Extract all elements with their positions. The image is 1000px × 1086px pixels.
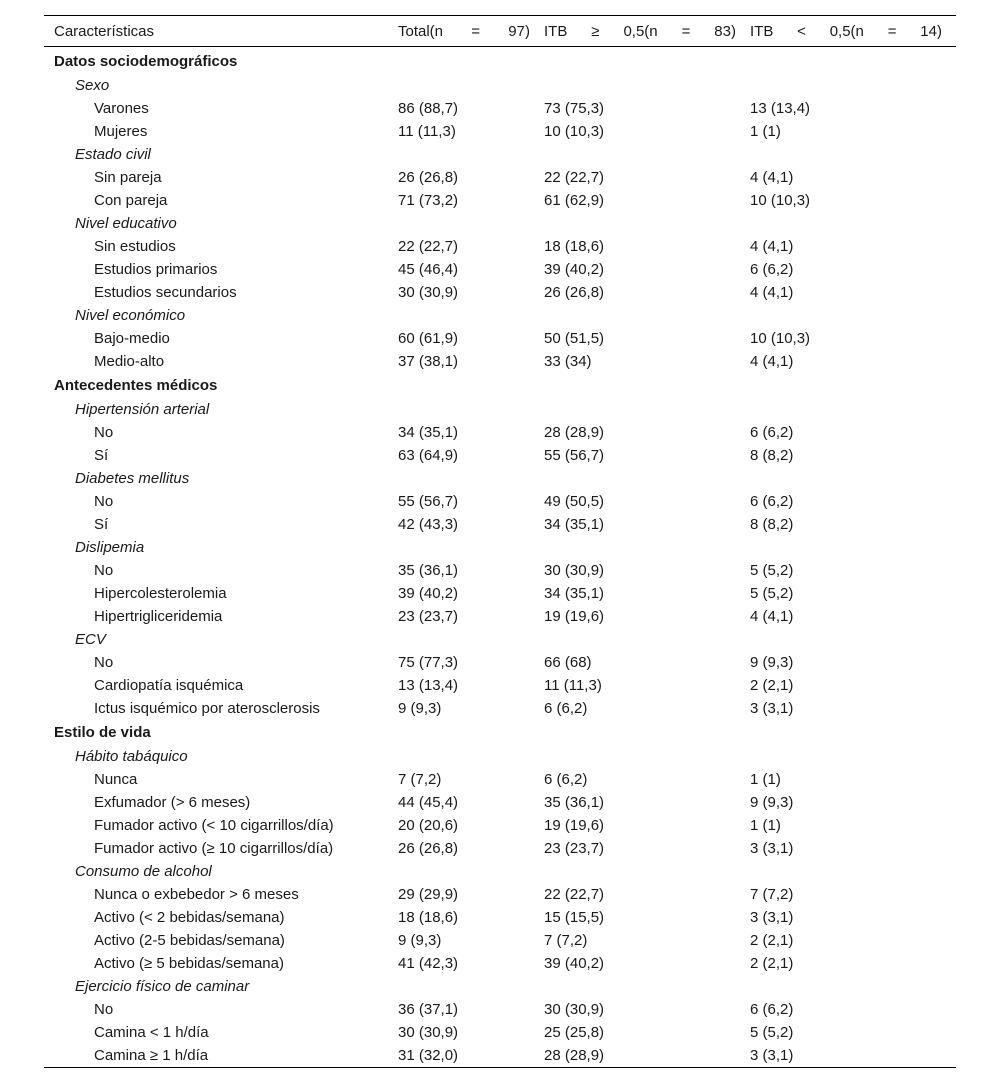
itb-lt-cell [750,860,956,883]
itb-ge-cell [544,467,750,490]
table-row [44,814,956,837]
subsection-row [44,212,956,235]
itb-lt-cell: 1 (1) [750,771,781,788]
row-label: Medio-alto [94,353,165,370]
itb-lt-cell: 4 (4,1) [750,238,794,255]
total-cell: 13 (13,4) [398,677,459,694]
total-cell [398,467,544,490]
itb-ge-cell: 28 (28,9) [544,1047,605,1064]
itb-ge-cell: 6 (6,2) [544,700,588,717]
itb-lt-cell [750,398,956,421]
subsection-label: Diabetes mellitus [75,470,190,487]
subsection-label: Nivel educativo [75,215,177,232]
total-cell: 23 (23,7) [398,608,459,625]
itb-lt-cell [750,720,956,745]
itb-lt-cell: 9 (9,3) [750,654,794,671]
row-label: Estudios primarios [94,261,218,278]
table-row [44,697,956,720]
total-cell: 86 (88,7) [398,100,459,117]
itb-lt-cell: 4 (4,1) [750,169,794,186]
subsection-label: Hábito tabáquico [75,748,188,765]
subsection-row [44,745,956,768]
row-label: Fumador activo (< 10 cigarrillos/día) [94,817,334,834]
itb-lt-cell [750,975,956,998]
itb-ge-cell: 11 (11,3) [544,677,602,694]
table-row [44,674,956,697]
itb-ge-cell: 22 (22,7) [544,886,605,903]
header-itb-ge-part: 83) [714,22,736,40]
itb-ge-cell [544,628,750,651]
subsection-row [44,143,956,166]
row-label: Estudios secundarios [94,284,237,301]
total-cell: 26 (26,8) [398,840,459,857]
itb-ge-cell: 23 (23,7) [544,840,605,857]
row-label: Hipertrigliceridemia [94,608,223,625]
total-cell: 75 (77,3) [398,654,459,671]
itb-lt-cell: 5 (5,2) [750,562,794,579]
itb-ge-cell [544,745,750,768]
row-label: Bajo-medio [94,330,170,347]
itb-ge-cell: 55 (56,7) [544,447,605,464]
total-cell: 31 (32,0) [398,1047,459,1064]
row-label: No [94,562,114,579]
itb-ge-cell: 49 (50,5) [544,493,605,510]
total-cell [398,304,544,327]
itb-ge-cell [544,373,750,398]
table-row [44,906,956,929]
itb-lt-cell [750,74,956,97]
subsection-row [44,536,956,559]
table-row [44,791,956,814]
itb-lt-cell [750,467,956,490]
header-itb-ge-part: ≥ [591,22,600,40]
row-label: No [94,424,114,441]
subsection-row [44,304,956,327]
itb-lt-cell: 10 (10,3) [750,330,811,347]
total-cell: 55 (56,7) [398,493,459,510]
itb-ge-cell: 34 (35,1) [544,585,605,602]
itb-lt-cell: 6 (6,2) [750,424,794,441]
itb-ge-cell: 10 (10,3) [544,123,605,140]
itb-ge-cell: 39 (40,2) [544,261,605,278]
itb-ge-cell: 6 (6,2) [544,771,588,788]
row-label: Camina < 1 h/día [94,1024,209,1041]
table-row [44,281,956,304]
subsection-label: Nivel económico [75,307,186,324]
row-label: Activo (2-5 bebidas/semana) [94,932,285,949]
header-itb-ge-part: 0,5(n [623,22,658,40]
row-label: Sin pareja [94,169,162,186]
total-cell [398,47,544,75]
total-cell: 9 (9,3) [398,700,442,717]
itb-ge-cell [544,212,750,235]
table-row [44,582,956,605]
table-row [44,350,956,373]
total-cell: 30 (30,9) [398,284,459,301]
table-row [44,120,956,143]
section-row [44,373,956,398]
itb-lt-cell: 10 (10,3) [750,192,811,209]
total-cell: 39 (40,2) [398,585,459,602]
header-itb-ge-part: = [681,22,691,40]
table-row [44,97,956,120]
itb-lt-cell: 1 (1) [750,123,781,140]
characteristics-table [44,15,956,1068]
table-row [44,490,956,513]
itb-lt-cell [750,143,956,166]
table-row [44,952,956,975]
itb-lt-cell: 4 (4,1) [750,608,794,625]
total-cell: 37 (38,1) [398,353,459,370]
row-label: Sí [94,447,109,464]
itb-ge-cell: 19 (19,6) [544,817,605,834]
itb-ge-cell: 15 (15,5) [544,909,605,926]
row-label: Cardiopatía isquémica [94,677,244,694]
itb-lt-cell: 3 (3,1) [750,1047,794,1064]
total-cell: 7 (7,2) [398,771,442,788]
section-row [44,47,956,75]
itb-lt-cell [750,47,956,75]
table-row [44,651,956,674]
itb-ge-cell: 66 (68) [544,654,592,671]
table-row [44,327,956,350]
total-cell: 29 (29,9) [398,886,459,903]
subsection-row [44,628,956,651]
itb-lt-cell: 6 (6,2) [750,261,794,278]
itb-ge-cell: 34 (35,1) [544,516,605,533]
row-label: Con pareja [94,192,168,209]
itb-ge-cell: 26 (26,8) [544,284,605,301]
table-row [44,1021,956,1044]
table-body [44,47,956,1068]
total-cell [398,212,544,235]
total-cell: 35 (36,1) [398,562,459,579]
section-row [44,720,956,745]
itb-lt-cell: 13 (13,4) [750,100,811,117]
itb-ge-cell: 73 (75,3) [544,100,605,117]
header-itb-lt-part: 14) [920,22,942,40]
subsection-row [44,398,956,421]
itb-ge-cell [544,720,750,745]
header-itb-lt-part: < [797,22,806,40]
subsection-label: ECV [75,631,106,648]
table-row [44,189,956,212]
itb-ge-cell: 33 (34) [544,353,592,370]
total-cell [398,720,544,745]
subsection-row [44,74,956,97]
row-label: Mujeres [94,123,148,140]
row-label: Sin estudios [94,238,176,255]
itb-ge-cell: 30 (30,9) [544,562,605,579]
total-cell [398,398,544,421]
total-cell: 63 (64,9) [398,447,459,464]
row-label: Ictus isquémico por aterosclerosis [94,700,320,717]
itb-lt-cell [750,304,956,327]
itb-lt-cell [750,628,956,651]
header-itb-lt-part: = [887,22,897,40]
itb-ge-cell: 25 (25,8) [544,1024,605,1041]
total-cell: 71 (73,2) [398,192,459,209]
subsection-label: Consumo de alcohol [75,863,212,880]
itb-lt-cell: 6 (6,2) [750,1001,794,1018]
itb-ge-cell: 39 (40,2) [544,955,605,972]
itb-lt-cell: 7 (7,2) [750,886,794,903]
itb-lt-cell: 9 (9,3) [750,794,794,811]
itb-ge-cell: 28 (28,9) [544,424,605,441]
itb-lt-cell: 2 (2,1) [750,932,794,949]
header-total-part: = [471,22,481,40]
header-total-part: Total(n [398,22,444,40]
row-label: No [94,1001,114,1018]
itb-lt-cell [750,745,956,768]
total-cell [398,628,544,651]
itb-lt-cell [750,212,956,235]
itb-lt-cell: 3 (3,1) [750,840,794,857]
itb-ge-cell [544,143,750,166]
itb-ge-cell: 19 (19,6) [544,608,605,625]
row-label: Hipercolesterolemia [94,585,227,602]
table-row [44,258,956,281]
header-itb-lt-part: 0,5(n [829,22,864,40]
table-row [44,166,956,189]
table-row [44,837,956,860]
subsection-row [44,860,956,883]
subsection-row [44,467,956,490]
itb-ge-cell: 18 (18,6) [544,238,605,255]
itb-ge-cell: 50 (51,5) [544,330,605,347]
itb-ge-cell: 7 (7,2) [544,932,588,949]
subsection-label: Sexo [75,77,110,94]
table-row [44,883,956,906]
row-label: Nunca [94,771,138,788]
table-row [44,559,956,582]
subsection-row [44,975,956,998]
row-label: Activo (< 2 bebidas/semana) [94,909,285,926]
itb-ge-cell [544,47,750,75]
row-label: Fumador activo (≥ 10 cigarrillos/día) [94,840,334,857]
total-cell: 41 (42,3) [398,955,459,972]
itb-ge-cell [544,304,750,327]
itb-ge-cell: 61 (62,9) [544,192,605,209]
itb-lt-cell: 8 (8,2) [750,447,794,464]
total-cell: 18 (18,6) [398,909,459,926]
table-row [44,235,956,258]
table-row [44,421,956,444]
itb-ge-cell [544,860,750,883]
table-row [44,444,956,467]
total-cell: 22 (22,7) [398,238,459,255]
itb-lt-cell: 2 (2,1) [750,677,794,694]
row-label: Exfumador (> 6 meses) [94,794,251,811]
itb-ge-cell: 30 (30,9) [544,1001,605,1018]
subsection-label: Estado civil [75,146,151,163]
row-label: Varones [94,100,149,117]
data-table [44,16,956,1067]
total-cell: 26 (26,8) [398,169,459,186]
itb-lt-cell: 1 (1) [750,817,781,834]
total-cell [398,143,544,166]
table-row [44,1044,956,1067]
header-itb-lt-part: ITB [750,22,774,40]
row-label: Sí [94,516,109,533]
header-total [398,16,544,47]
itb-lt-cell: 6 (6,2) [750,493,794,510]
table-row [44,768,956,791]
subsection-label: Hipertensión arterial [75,401,210,418]
total-cell: 36 (37,1) [398,1001,459,1018]
section-heading: Estilo de vida [54,724,151,741]
table-row [44,929,956,952]
itb-lt-cell: 5 (5,2) [750,585,794,602]
itb-lt-cell: 8 (8,2) [750,516,794,533]
total-cell [398,536,544,559]
total-cell: 11 (11,3) [398,123,456,140]
table-header [44,16,956,47]
subsection-label: Dislipemia [75,539,145,556]
itb-lt-cell: 4 (4,1) [750,284,794,301]
header-total-part: 97) [508,22,530,40]
itb-lt-cell: 4 (4,1) [750,353,794,370]
row-label: No [94,493,114,510]
header-itb-ge-part: ITB [544,22,568,40]
itb-ge-cell [544,398,750,421]
itb-lt-cell: 2 (2,1) [750,955,794,972]
total-cell [398,373,544,398]
total-cell [398,74,544,97]
total-cell: 45 (46,4) [398,261,459,278]
itb-lt-cell [750,373,956,398]
header-characteristics: Características [44,16,398,47]
itb-ge-cell: 35 (36,1) [544,794,605,811]
total-cell: 9 (9,3) [398,932,442,949]
total-cell: 30 (30,9) [398,1024,459,1041]
table-row [44,605,956,628]
header-itb-ge [544,16,750,47]
total-cell [398,975,544,998]
header-row [44,16,956,47]
itb-ge-cell: 22 (22,7) [544,169,605,186]
total-cell: 42 (43,3) [398,516,459,533]
table-row [44,513,956,536]
itb-lt-cell: 3 (3,1) [750,700,794,717]
section-heading: Antecedentes médicos [54,377,218,394]
total-cell: 44 (45,4) [398,794,459,811]
itb-ge-cell [544,975,750,998]
total-cell [398,745,544,768]
row-label: No [94,654,114,671]
itb-ge-cell [544,536,750,559]
header-itb-lt [750,16,956,47]
itb-lt-cell: 3 (3,1) [750,909,794,926]
itb-lt-cell: 5 (5,2) [750,1024,794,1041]
row-label: Camina ≥ 1 h/día [94,1047,209,1064]
itb-lt-cell [750,536,956,559]
row-label: Nunca o exbebedor > 6 meses [94,886,299,903]
total-cell [398,860,544,883]
table-row [44,998,956,1021]
section-heading: Datos sociodemográficos [54,53,238,70]
row-label: Activo (≥ 5 bebidas/semana) [94,955,284,972]
total-cell: 60 (61,9) [398,330,459,347]
subsection-label: Ejercicio físico de caminar [75,978,250,995]
itb-ge-cell [544,74,750,97]
total-cell: 34 (35,1) [398,424,459,441]
total-cell: 20 (20,6) [398,817,459,834]
